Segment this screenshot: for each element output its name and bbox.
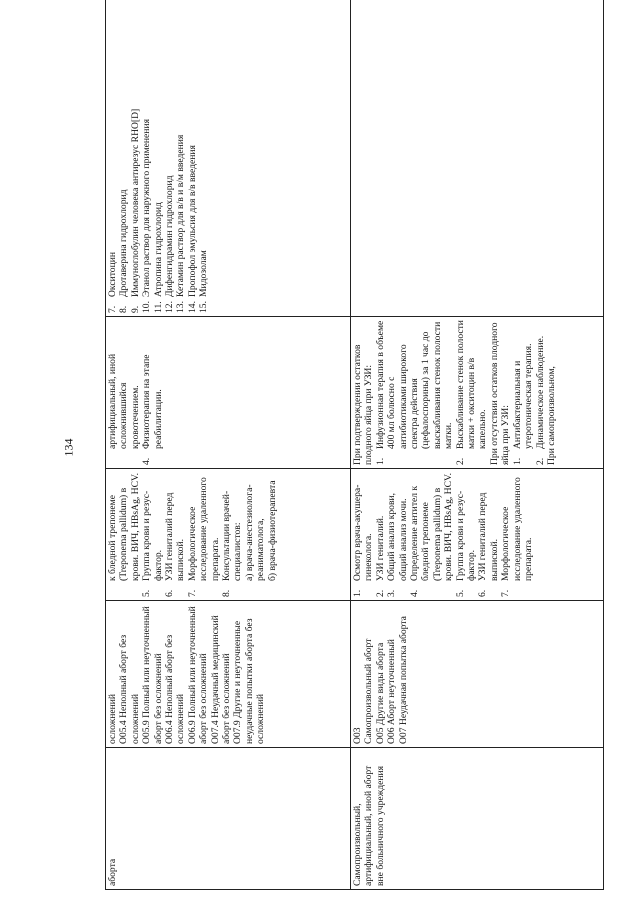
list-text: Морфологическое исследование удаленного препарата. [186,477,221,581]
list-number: 11. [152,301,164,313]
list-text: к бледной трепонеме (Treponema pallidum) в крови. ВИЧ, HBsAg, HCV. [107,472,141,581]
code-line: O06.4 Неполный аборт без осложнений [164,634,187,744]
row1-icd-codes-cell [106,601,351,748]
code-line: O03 [352,727,363,744]
list-number: 8. [118,305,130,313]
list-number: 1. [352,589,363,597]
list-number: 1. [511,457,523,465]
list-text: а) врача-анестезиолога-реаниматолога, [243,484,267,581]
row2-treatment-cell [351,317,604,469]
row2-diagnosis-cell: Самопроизвольный, артифициальный, иной аборт вне больничного учреждения [351,748,604,890]
page-number: 134 [61,438,76,457]
list-text: Определение антител к бледной трепонеме (Treponema pallidum) в крови. ВИЧ, HBsAg, HCV. [409,472,455,581]
list-item [375,320,455,465]
list-number [107,449,141,465]
list-text: Инфузионная терапия в объеме 400 мл болюсно с антибиотиками широкого спектра действия (цефалоспорины) за 1 час до выскабливания стенок полости матки. [374,320,455,449]
list-item [107,320,141,465]
list-text: Антибактериальная и утеротоническая терапия. [511,343,535,449]
treatment-tail: При самопроизвольном, [545,366,557,465]
list-text: УЗИ гениталий перед выпиской. [477,492,500,581]
code-line: O07.4 Неудачный медицинский аборт без осложнений [209,615,233,744]
list-item [141,0,152,313]
row1-diagnostics-cell [106,469,351,601]
list-item [130,0,141,313]
list-number: 5. [454,589,466,597]
code-line: осложнений [107,693,118,744]
list-number: 2. [534,457,546,465]
list-item [500,472,534,597]
list-number: 15. [198,301,210,313]
row2-icd-codes-cell [351,601,604,748]
list-number: 7. [500,589,512,597]
list-item [244,472,267,597]
list-item [221,472,244,597]
list-item [175,0,186,313]
list-item [198,0,209,313]
row1-drugs-cell [106,0,351,317]
list-number [244,581,267,597]
list-text: Группа крови и резус-фактор. [454,490,478,581]
list-text: Окситоцин [107,251,118,297]
treatment-intro-2: При отсутствии остатков плодного яйца при УЗИ: [488,322,512,465]
list-number: 4. [141,457,153,465]
list-number: 6. [477,589,489,597]
list-item [153,0,164,313]
list-item [535,320,546,465]
code-line: O05 Другие виды аборта [374,642,386,744]
list-item [455,472,478,597]
list-item [477,472,500,597]
list-item [386,472,409,597]
list-item [141,472,164,597]
list-number: 7. [107,305,118,313]
list-text: УЗИ гениталий перед выпиской. [164,492,187,581]
list-text: Выскабливание стенок полости матки + окситоцин в/в капельно. [454,320,489,449]
treatment-intro: При подтверждении остатков плодного яйца при УЗИ: [352,344,375,465]
list-number: 2. [454,457,466,465]
list-number: 10. [141,301,153,313]
list-text: Осмотр врача-акушера-гинеколога. [352,484,375,581]
list-number: 9. [129,305,141,313]
row1-treatment-cell [106,317,351,469]
table-row [351,0,604,890]
code-line: O05.9 Полный или неуточненный аборт без осложнений [141,606,164,744]
list-number: 14. [186,301,198,313]
list-text: Пропофол эмульсия для в/в введения [186,145,198,297]
rotated-table-wrapper [105,14,603,890]
list-text: Мидозолам [198,250,210,297]
list-text: Общий анализ крови, общий анализ мочи. [386,492,409,581]
code-line: O05.4 Неполный аборт без осложнений [118,634,141,744]
list-number: 13. [175,301,187,313]
list-item [375,472,386,597]
list-item [267,472,278,597]
list-number: 4. [409,589,421,597]
list-text: Консультации врачей-специалистов: [221,490,244,581]
code-line: Самопроизвольный аборт [363,638,375,744]
list-number: 12. [164,301,176,313]
list-text: артифициальный, иной осложнившийся кровотечением. [107,353,141,449]
list-number [267,581,278,597]
code-line: O06.9 Полный или неуточненный аборт без осложнений [186,606,210,744]
list-item [164,0,175,313]
list-text: Дифенгидрамин гидрохлорид [164,175,176,297]
list-text: Группа крови и резус-фактор. [141,490,164,581]
list-text: Дротаверина гидрохлорид [118,189,130,297]
list-number: 2. [374,589,386,597]
list-item [107,0,118,313]
list-number: 8. [221,589,233,597]
list-item [164,472,187,597]
code-line: O07.9 Другие и неуточненные неудачные попытки аборта без осложнений [232,618,267,744]
code-line: O07 Неудачная попытка аборта [397,616,409,744]
list-text: Динамическое наблюдение. [534,335,546,449]
row2-drugs-cell [351,0,604,317]
list-number: 5. [141,589,153,597]
list-item [187,0,198,313]
list-item [455,320,489,465]
list-text: б) врача-физиотерапевта [266,480,278,581]
list-text: Кетамин раствор для в/в и в/м введения [175,134,187,297]
list-item [107,472,141,597]
list-item [352,472,375,597]
list-number [107,581,141,597]
list-text: Этанол раствор для наружного применения [141,119,153,297]
code-line: O06 Аборт неуточненный [386,639,398,744]
list-item [141,320,164,465]
list-item [118,0,129,313]
list-number: 1. [374,457,386,465]
list-item [409,472,455,597]
protocol-table [105,0,604,890]
list-item [187,472,221,597]
table-row [106,0,351,890]
list-text: Атропина гидрохлорид [152,202,164,297]
list-number: 6. [164,589,176,597]
row1-diagnosis-cell: аборта [106,748,351,890]
list-text: Физиотерапия на этапе реабилитации. [141,354,164,449]
list-text: УЗИ гениталий. [374,515,386,581]
list-number: 7. [186,589,198,597]
list-item [512,320,535,465]
list-text: Иммуноглобулин человека антирезус RHO[D] [129,108,141,297]
list-number: 3. [386,589,398,597]
list-text: Морфологическое исследование удаленного препарата. [500,477,535,581]
row2-diagnostics-cell [351,469,604,601]
